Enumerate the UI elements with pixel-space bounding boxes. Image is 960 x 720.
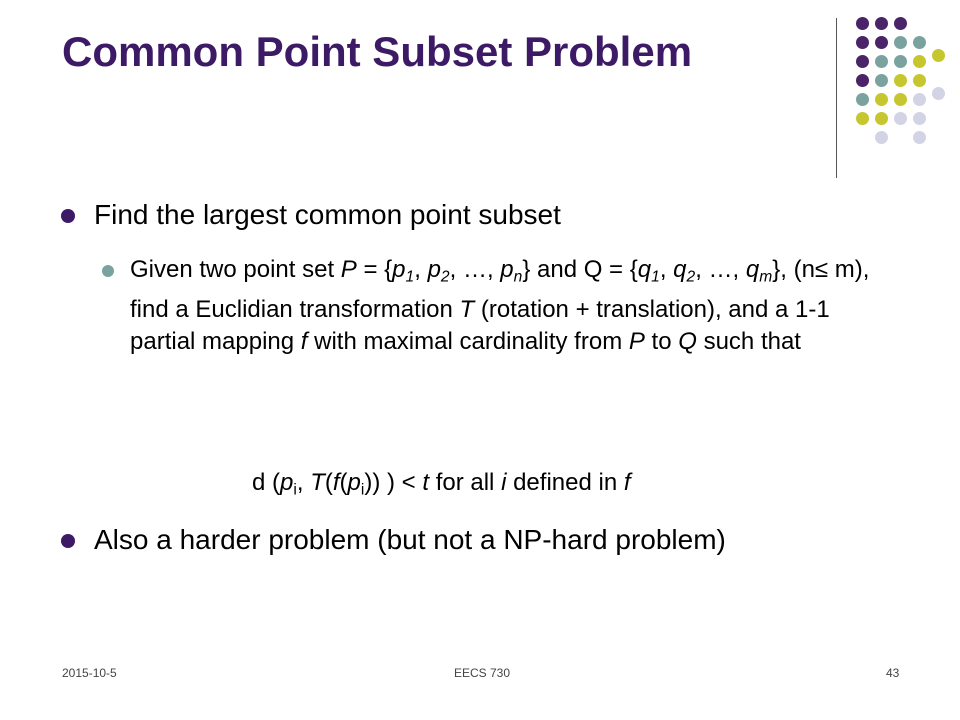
decorative-dot (894, 112, 907, 125)
decorative-dot (894, 17, 907, 30)
decorative-dot (875, 36, 888, 49)
bullet-marker (61, 534, 75, 548)
footer-course: EECS 730 (454, 666, 511, 680)
sub-bullet-text: Given two point set $P = \{p_1$, $p_2$, …, $p_n$} and $Q = \{q_1$, $q_2$, …, $q_m$}, (n≤ m), find a Euclidian transformation T (rotation + translation), and a 1-1 partial mapping f with maximal cardinality from P to Q such that (130, 256, 870, 355)
formula: d ($p_i$, $T(f(p_i))$ ) < t for all i defined in f (252, 469, 631, 499)
decorative-dot (856, 36, 869, 49)
decorative-dot (856, 55, 869, 68)
decorative-dot (856, 112, 869, 125)
decorative-dot (932, 87, 945, 100)
slide-title: Common Point Subset Problem (62, 28, 693, 75)
decorative-dot (894, 74, 907, 87)
decorative-dot (913, 131, 926, 144)
decorative-dot (913, 93, 926, 106)
decorative-dot (856, 17, 869, 30)
decorative-dot (894, 93, 907, 106)
decorative-dot (856, 74, 869, 87)
bullet-text: Find the largest common point subset (94, 199, 561, 230)
decorative-dot (875, 74, 888, 87)
decorative-dot (875, 112, 888, 125)
decorative-dot (894, 36, 907, 49)
decorative-dot (875, 131, 888, 144)
decorative-dot-grid (848, 17, 948, 157)
decorative-dot (913, 55, 926, 68)
decorative-dot (932, 49, 945, 62)
decorative-dot (875, 55, 888, 68)
footer-page-number: 43 (886, 666, 900, 680)
decorative-dot (856, 93, 869, 106)
decorative-dot (894, 55, 907, 68)
decorative-dot (913, 74, 926, 87)
sub-bullet-marker (102, 265, 114, 277)
bullet-text: Also a harder problem (but not a NP-hard problem) (94, 524, 726, 555)
decorative-dot (875, 17, 888, 30)
decorative-dot (913, 112, 926, 125)
decorative-dot (913, 36, 926, 49)
decorative-dot (875, 93, 888, 106)
decorative-divider (836, 18, 837, 178)
bullet-marker (61, 209, 75, 223)
footer-date: 2015-10-5 (62, 666, 117, 680)
